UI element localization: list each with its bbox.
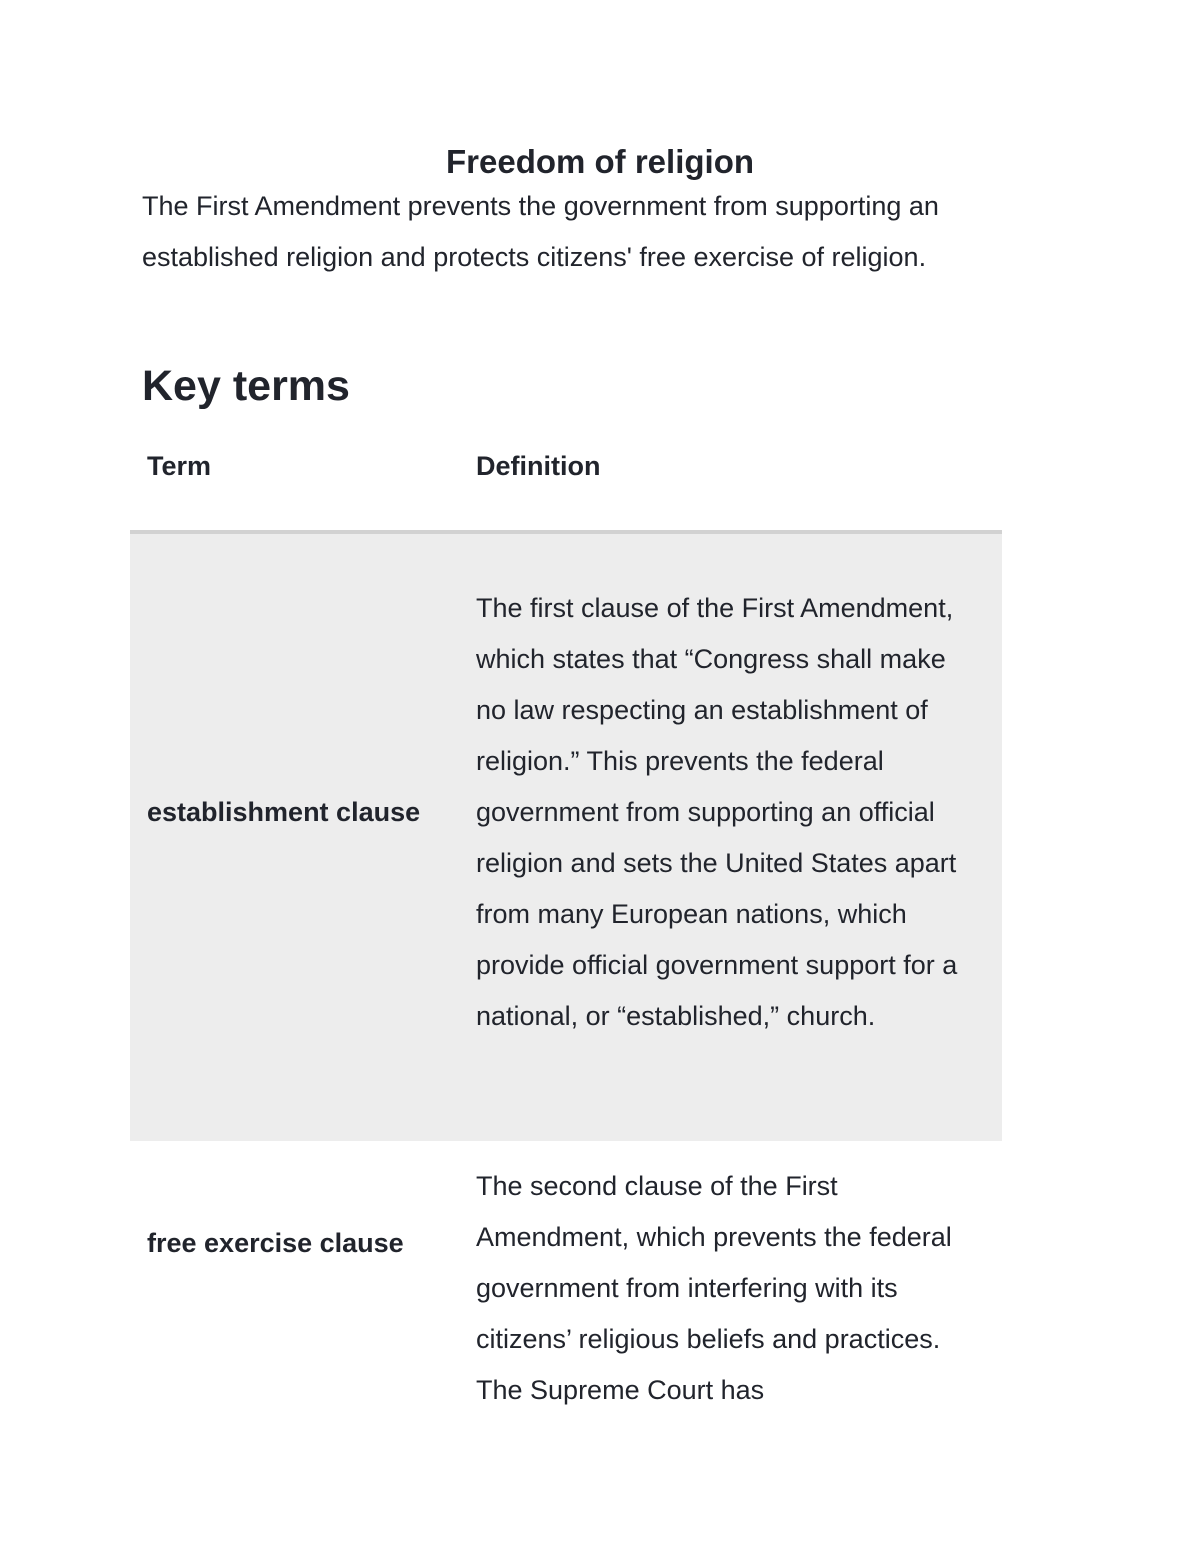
section-heading-key-terms: Key terms xyxy=(142,362,350,410)
table-header-row xyxy=(130,438,1002,534)
column-header-term: Term xyxy=(147,451,212,481)
table-row xyxy=(130,1141,1002,1441)
definition-cell: The second clause of the First Amendment, which prevents the federal government from interfering with its citizens’ religious beliefs and practices. The Supreme Court has xyxy=(476,1171,952,1405)
key-terms-table xyxy=(130,438,1002,1441)
page-title: Freedom of religion xyxy=(445,143,755,180)
term-cell: establishment clause xyxy=(147,797,421,827)
column-header-definition: Definition xyxy=(476,451,601,481)
intro-paragraph: The First Amendment prevents the government from supporting an established religion and protects citizens' free exercise of religion. xyxy=(142,191,939,272)
table-row xyxy=(130,534,1002,1141)
definition-cell: The first clause of the First Amendment, which states that “Congress shall make no law respecting an establishment of religion.” This prevents the federal government from supporting an official religion and sets the United States apart from many European nations, which provide official government support for a national, or “established,” church. xyxy=(476,593,958,1031)
term-cell: free exercise clause xyxy=(147,1228,404,1258)
